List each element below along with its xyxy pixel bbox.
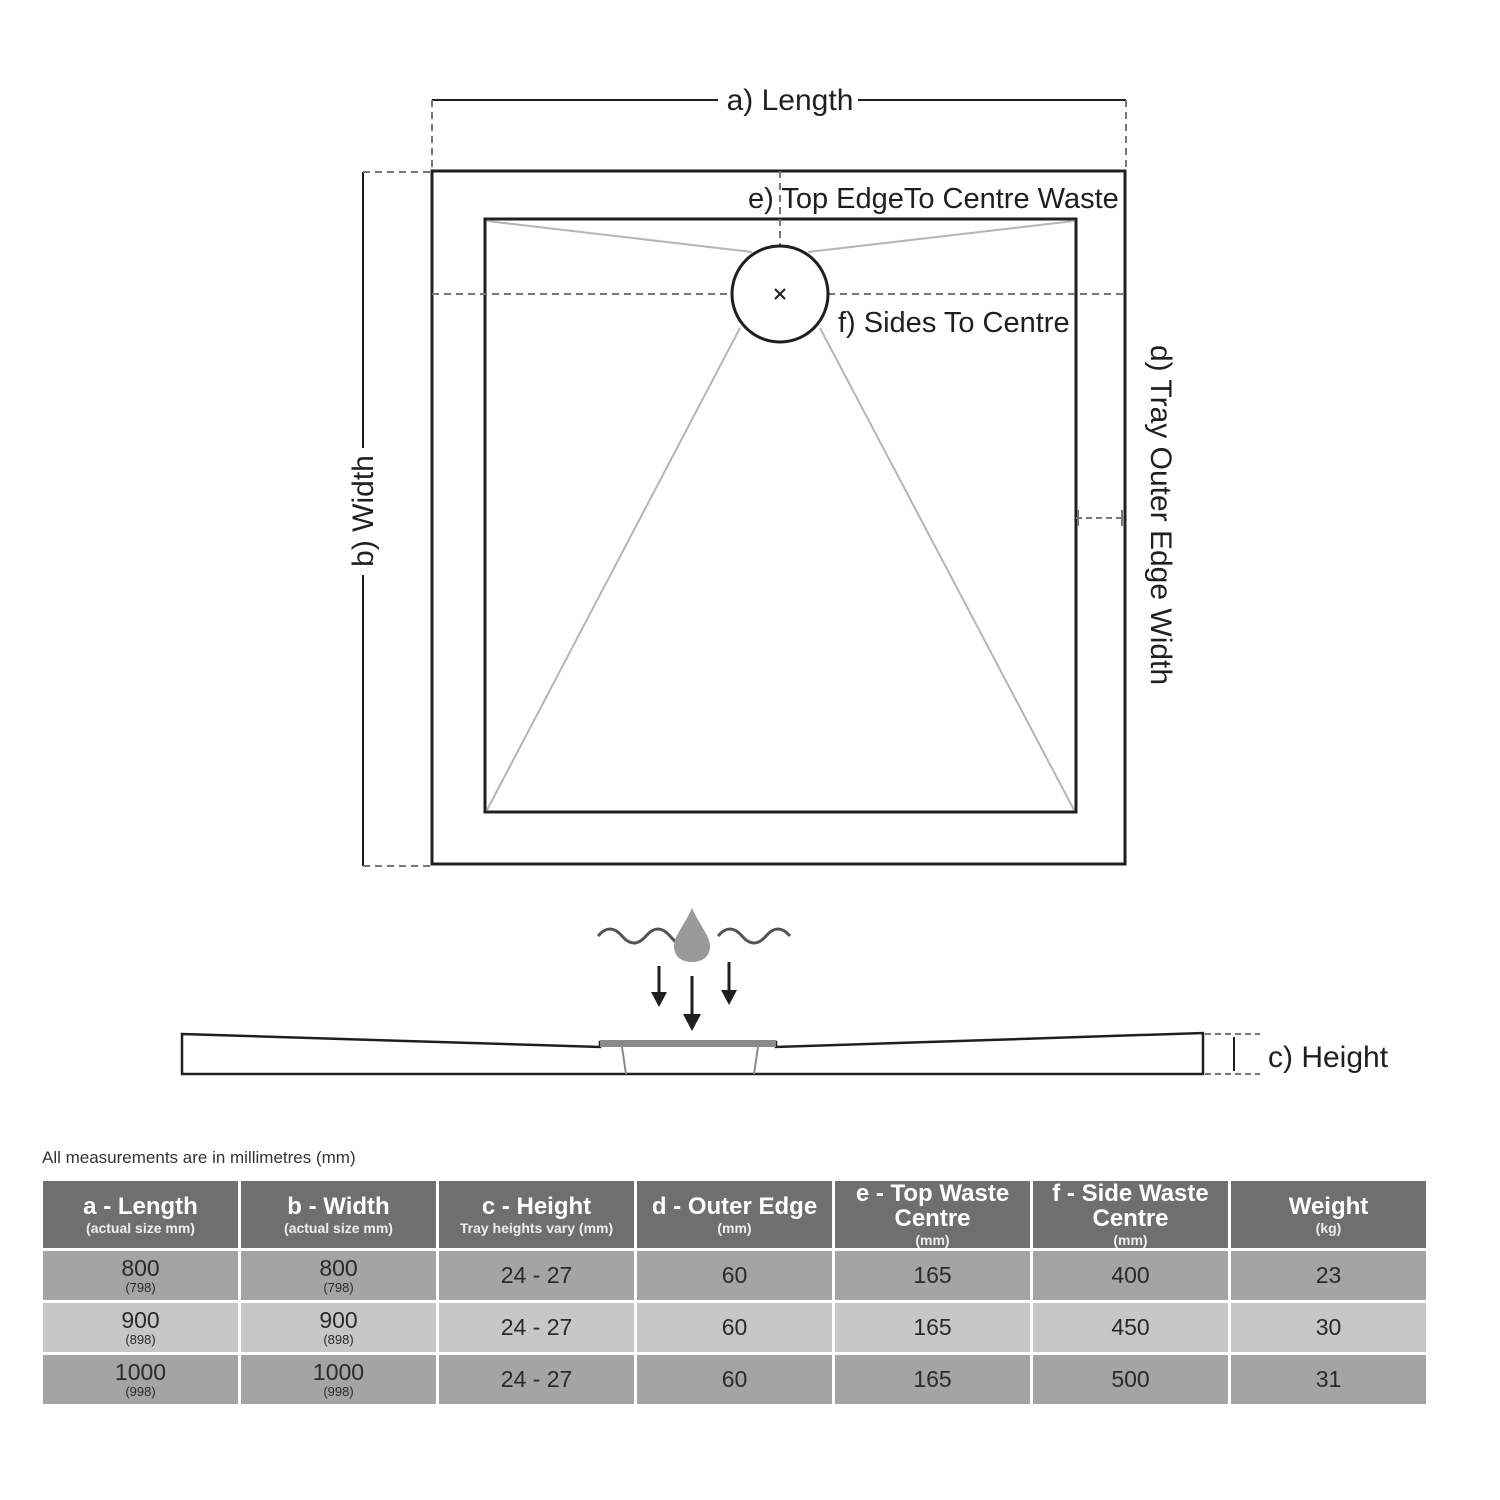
sides-to-centre-label: f) Sides To Centre xyxy=(838,307,1070,339)
cell-top-waste: 165 xyxy=(835,1355,1030,1404)
header-outer-edge: d - Outer Edge (mm) xyxy=(637,1181,832,1248)
water-drop-icon xyxy=(674,908,710,962)
header-width: b - Width (actual size mm) xyxy=(241,1181,436,1248)
header-top-waste: e - Top Waste Centre (mm) xyxy=(835,1181,1030,1248)
cell-width: 900 (898) xyxy=(241,1303,436,1352)
header-weight: Weight (kg) xyxy=(1231,1181,1426,1248)
table-row xyxy=(43,1355,1426,1404)
cell-height: 24 - 27 xyxy=(439,1303,634,1352)
cell-side-waste: 450 xyxy=(1033,1303,1228,1352)
cell-outer-edge: 60 xyxy=(637,1251,832,1300)
cell-length: 800 (798) xyxy=(43,1251,238,1300)
cell-outer-edge: 60 xyxy=(637,1355,832,1404)
top-edge-waste-label: e) Top EdgeTo Centre Waste xyxy=(748,183,1119,215)
table-row xyxy=(43,1303,1426,1352)
length-label: a) Length xyxy=(726,84,854,117)
width-label: b) Width xyxy=(347,455,380,567)
cell-width: 800 (798) xyxy=(241,1251,436,1300)
outer-edge-label: d) Tray Outer Edge Width xyxy=(1144,344,1177,686)
cell-outer-edge: 60 xyxy=(637,1303,832,1352)
cell-length: 1000 (998) xyxy=(43,1355,238,1404)
height-dimension xyxy=(1205,1034,1389,1074)
cell-width: 1000 (998) xyxy=(241,1355,436,1404)
specification-table xyxy=(40,1178,1429,1407)
cell-weight: 23 xyxy=(1231,1251,1426,1300)
header-side-waste: f - Side Waste Centre (mm) xyxy=(1033,1181,1228,1248)
cell-height: 24 - 27 xyxy=(439,1251,634,1300)
cell-top-waste: 165 xyxy=(835,1303,1030,1352)
length-dimension xyxy=(432,84,1126,170)
cell-side-waste: 500 xyxy=(1033,1355,1228,1404)
cell-side-waste: 400 xyxy=(1033,1251,1228,1300)
cell-weight: 30 xyxy=(1231,1303,1426,1352)
cell-height: 24 - 27 xyxy=(439,1355,634,1404)
height-label: c) Height xyxy=(1268,1041,1389,1074)
cell-top-waste: 165 xyxy=(835,1251,1030,1300)
measurement-note: All measurements are in millimetres (mm) xyxy=(42,1148,356,1167)
tray-side-profile xyxy=(182,1033,1203,1074)
cell-weight: 31 xyxy=(1231,1355,1426,1404)
table-row xyxy=(43,1251,1426,1300)
width-dimension xyxy=(347,172,430,866)
header-length: a - Length (actual size mm) xyxy=(43,1181,238,1248)
water-drain-icon xyxy=(598,908,790,1031)
table-header-row xyxy=(43,1181,1426,1248)
header-height: c - Height Tray heights vary (mm) xyxy=(439,1181,634,1248)
cell-length: 900 (898) xyxy=(43,1303,238,1352)
